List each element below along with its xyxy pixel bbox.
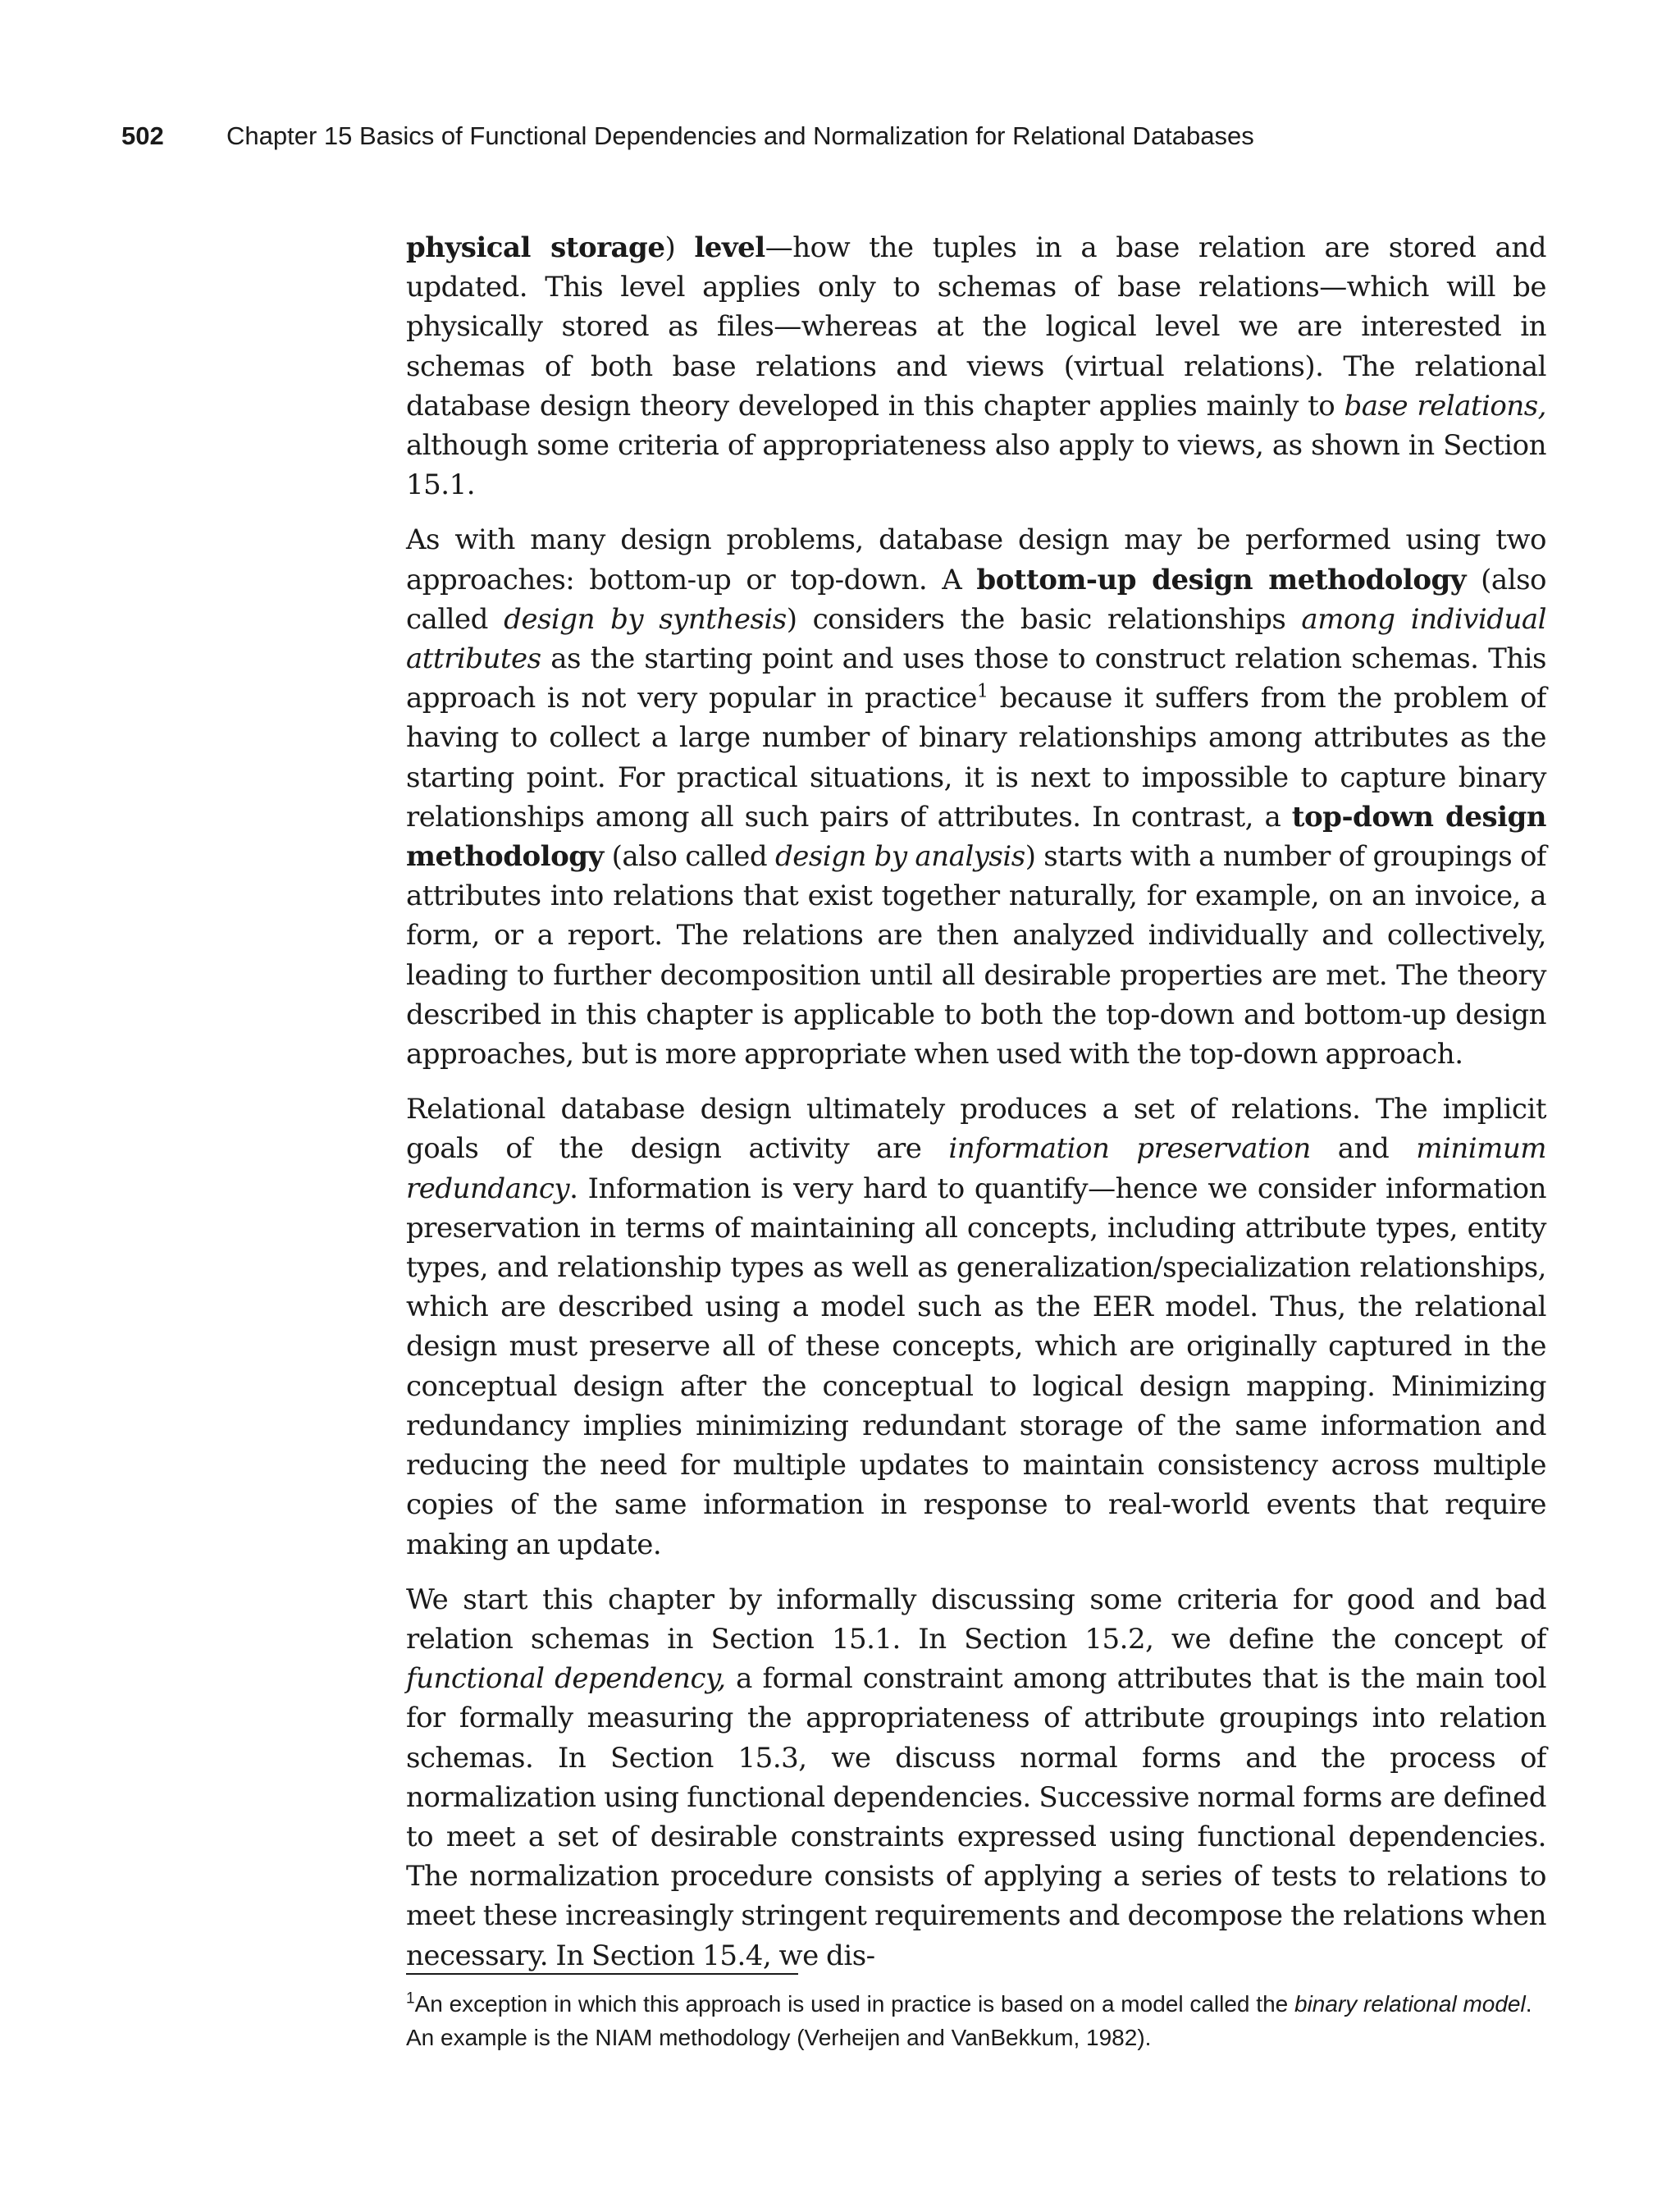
body-text bbox=[406, 228, 1546, 1991]
text-run: —how the tuples in a base relation are stored and updated. This level applies only to schemas of base relations—which will be physically stored as files—whereas at the logical level we are interested in schemas of both base relations and views (virtual relations). The relational database design theory developed in this chapter applies mainly to bbox=[406, 231, 1546, 423]
emphasis-design-by-synthesis: design by synthesis bbox=[504, 602, 787, 636]
text-run: (also called bbox=[406, 563, 1546, 636]
text-run: As with many design problems, database design may be performed using two approaches: bottom-up or top-down. A bbox=[406, 523, 1546, 596]
paragraph-4 bbox=[406, 1580, 1546, 1976]
page-number: 502 bbox=[121, 121, 164, 150]
footnote-divider bbox=[406, 1973, 798, 1975]
footnote-reference[interactable]: 1 bbox=[977, 681, 988, 702]
paragraph-3 bbox=[406, 1090, 1546, 1564]
text-run: Relational database design ultimately produces a set of relations. The implicit goals of the design activity are bbox=[406, 1093, 1546, 1166]
emphasis-design-by-analysis: design by analysis bbox=[774, 840, 1025, 874]
term-physical-storage: physical storage bbox=[406, 231, 665, 264]
term-level: level bbox=[694, 231, 765, 264]
text-run: and bbox=[1310, 1132, 1417, 1166]
running-head bbox=[121, 120, 1549, 153]
emphasis-minimum-redundancy: minimum redundancy bbox=[406, 1132, 1546, 1205]
text-run: because it suffers from the problem of having to collect a large number of binary relationships among attributes as the starting point. For practical situations, it is next to impossible to capture binary relationships among all such pairs of attributes. In contrast, a bbox=[406, 682, 1546, 834]
text-run: (also called bbox=[603, 840, 775, 874]
text-run: We start this chapter by informally discussing some criteria for good and bad relation schemas in Section 15.1. In Section 15.2, we define the concept of bbox=[406, 1583, 1546, 1656]
term-top-down-design-methodology: top-down design methodology bbox=[406, 800, 1546, 874]
term-bottom-up-design-methodology: bottom-up design methodology bbox=[976, 563, 1467, 596]
paragraph-1 bbox=[406, 228, 1546, 505]
text-run: ) considers the basic relationships bbox=[786, 602, 1302, 636]
footnote-text: . An example is the NIAM methodology (Verheijen and VanBekkum, 1982). bbox=[406, 1991, 1532, 2050]
emphasis-information-preservation: information preservation bbox=[948, 1132, 1311, 1166]
text-run: ) bbox=[664, 231, 695, 264]
footnote-emphasis-binary-relational-model: binary relational model bbox=[1294, 1991, 1526, 2017]
text-run: ) starts with a number of groupings of attributes into relations that exist together naturally, for example, on an invoice, a form, or a report. The relations are then analyzed individually and collectively, leading to further decomposition until all desirable properties are met. The theory described in this chapter is applicable to both the top-down and bottom-up design approaches, but is more appropriate when used with the top-down approach. bbox=[406, 840, 1547, 1071]
footnote-marker: 1 bbox=[406, 1990, 415, 2008]
chapter-title: Chapter 15 Basics of Functional Dependencies and Normalization for Relational Databases bbox=[226, 121, 1254, 150]
emphasis-base-relations: base relations, bbox=[1344, 389, 1546, 423]
text-run: . Information is very hard to quantify—hence we consider information preservation in terms of maintaining all concepts, including attribute types, entity types, and relationship types as well as generalization/specialization relationships, which are described using a model such as the EER model. Thus, the relational design must preserve all of these concepts, which are originally captured in the conceptual design after the conceptual to logical design mapping. Minimizing redundancy implies minimizing redundant storage of the same information and reducing the need for multiple updates to maintain consistency across multiple copies of the same information in response to real-world events that require making an update. bbox=[406, 1172, 1546, 1561]
text-run: a formal constraint among attributes that is the main tool for formally measuring the appropriateness of attribute groupings into relation schemas. In Section 15.3, we discuss normal forms and the process of normalization using functional dependencies. Successive normal forms are defined to meet a set of desirable constraints expressed using functional dependencies. The normalization procedure consists of applying a series of tests to relations to meet these increasingly stringent requirements and decompose the relations when necessary. In Section 15.4, we dis- bbox=[406, 1662, 1546, 1972]
emphasis-functional-dependency: functional dependency, bbox=[406, 1662, 726, 1696]
text-run: although some criteria of appropriateness also apply to views, as shown in Section 15.1. bbox=[406, 429, 1546, 502]
footnote-text: An exception in which this approach is used in practice is based on a model called the bbox=[414, 1991, 1294, 2017]
paragraph-2 bbox=[406, 520, 1546, 1074]
footnote bbox=[406, 1987, 1546, 2054]
text-run: as the starting point and uses those to construct relation schemas. This approach is not very popular in practice bbox=[406, 642, 1546, 715]
emphasis-among-individual-attributes: among individual attributes bbox=[406, 602, 1546, 676]
